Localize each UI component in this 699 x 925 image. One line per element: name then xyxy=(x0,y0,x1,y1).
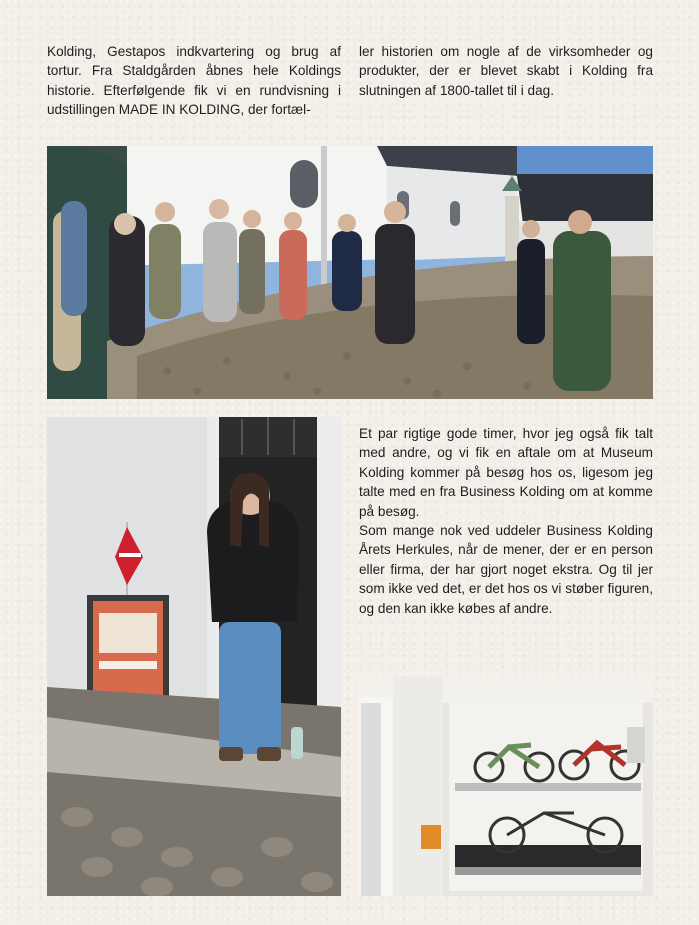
article-paragraph: Kolding, Gestapos indkvartering og brug af tortur. Fra Staldgården åbnes hele Koldings historie. Efterfølgende fik vi en rundvisning i udstillingen MADE IN KOLDING, der fortæl- xyxy=(47,44,341,118)
article-paragraph: Som mange nok ved uddeler Business Kolding Årets Herkules, når de mener, der er en person eller firma, der har gjort noget ekstra. Og til jer som ikke ved det, er det hos os vi støber figuren, og den kan ikke købes af andre. xyxy=(359,523,653,616)
article-column-1 xyxy=(47,42,341,120)
guide-speaking-photo xyxy=(47,417,341,896)
bicycle-exhibition-photo xyxy=(359,677,653,896)
article-column-3 xyxy=(359,424,653,618)
article-column-2 xyxy=(359,42,653,100)
article-paragraph: ler historien om nogle af de virksomheder og produkter, der er blevet skabt i Kolding fra slutningen af 1800-tallet til i dag. xyxy=(359,44,653,98)
article-paragraph: Et par rigtige gode timer, hvor jeg også fik talt med andre, og vi fik en aftale om at Museum Kolding kommer på besøg hos os, ligesom jeg talte med en fra Business Kolding om at komme på besøg. xyxy=(359,426,653,519)
courtyard-group-photo xyxy=(47,146,653,399)
